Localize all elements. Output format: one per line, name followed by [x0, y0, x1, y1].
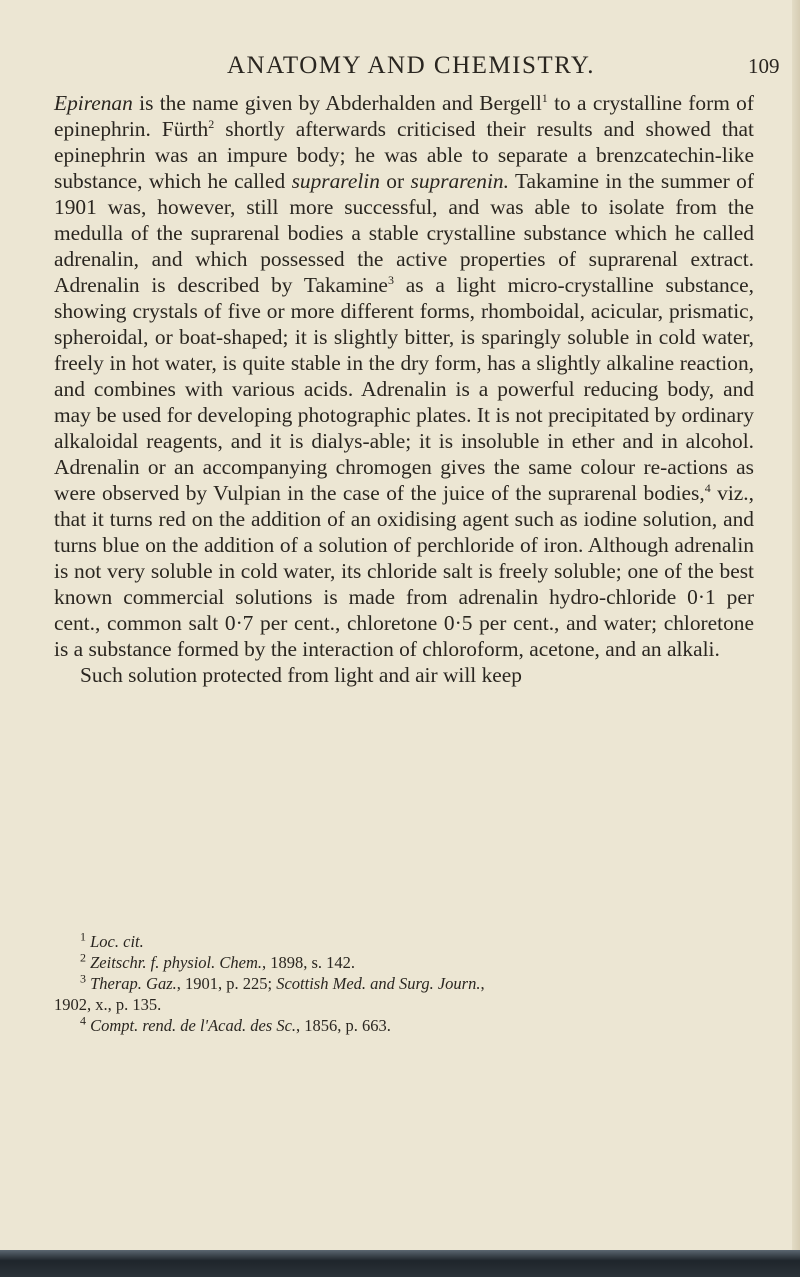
- footnote-ref-2: 2: [208, 116, 215, 131]
- text-run: shortly afterwards criticised their results and showed that epinephrin was an impure body; he was able to separate a brenzcatechin-like substance, which he called: [54, 117, 754, 193]
- term-suprarenin: suprarenin.: [410, 169, 509, 193]
- footnote-text: ,: [480, 974, 485, 993]
- text-run: as a light micro-crystalline substance, showing crystals of five or more different forms, rhomboidal, acicular, prismatic, spheroidal, or boat-shaped; it is slightly bitter, is sparingly soluble in cold water, freely in hot water, is quite stable in the dry form, has a slightly alkaline reaction, and combines with various acids. Adrenalin is a powerful reducing body, and may be used for developing photographic plates. It is not precipitated by ordinary alkaloidal reagents, and it is dialys-able; it is insoluble in ether and in alcohol. Adrenalin or an accompanying chromogen gives the same colour re-actions as were observed by Vulpian in the case of the juice of the suprarenal bodies,: [54, 273, 755, 505]
- page-number: 109: [748, 54, 780, 78]
- footnotes: [54, 931, 754, 1036]
- footnote-3: [54, 973, 754, 1015]
- footnote-ref-1: 1: [541, 90, 548, 105]
- text-run: to a crystalline form of epinephrin. Fürth: [54, 91, 754, 141]
- footnote-continuation: 1902, x., p. 135.: [54, 995, 162, 1014]
- book-binding-edge: [0, 1250, 800, 1277]
- footnote-source: Therap. Gaz.: [90, 974, 177, 993]
- footnote-ref-3: 3: [387, 272, 394, 287]
- footnote-text: , 1901, p. 225;: [176, 974, 277, 993]
- footnote-source: Zeitschr. f. physiol. Chem.: [90, 953, 262, 972]
- footnote-1: [54, 931, 754, 952]
- page-edge: [792, 0, 800, 1250]
- footnote-ref-4: 4: [704, 480, 711, 495]
- term-suprarelin: suprarelin: [291, 169, 380, 193]
- footnote-4: [54, 1015, 754, 1036]
- footnote-source: Compt. rend. de l'Acad. des Sc.: [90, 1016, 297, 1035]
- footnote-2: [54, 952, 754, 973]
- text-run: or: [379, 169, 411, 193]
- text-run: viz., that it turns red on the addition of an oxidising agent such as iodine solution, and turns blue on the addition of a solution of perchloride of iron. Although adrenalin is not very soluble in cold water, its chloride salt is freely soluble; one of the best known commercial solutions is made from adrenalin hydro-chloride 0·1 per cent., common salt 0·7 per cent., chloretone 0·5 per cent., and water; chloretone is a substance formed by the interaction of chloroform, acetone, and an alkali.: [54, 481, 754, 661]
- footnote-text: , 1898, s. 142.: [262, 953, 356, 972]
- footnote-number: 2: [80, 950, 86, 965]
- footnote-number: 3: [80, 971, 86, 986]
- text-run: is the name given by Abderhalden and Bergell: [132, 91, 542, 115]
- page-header: [0, 50, 800, 84]
- footnote-text: , 1856, p. 663.: [296, 1016, 391, 1035]
- text-run: Takamine in the summer of 1901 was, however, still more successful, and was able to isolate from the medulla of the suprarenal bodies a stable crystalline substance which he called adrenalin, and which possessed the active properties of suprarenal extract. Adrenalin is described by Takamine: [54, 169, 754, 297]
- running-head: ANATOMY AND CHEMISTRY.: [227, 52, 596, 79]
- term-epirenan: Epirenan: [54, 91, 133, 115]
- footnote-number: 1: [80, 929, 86, 944]
- footnote-number: 4: [80, 1013, 86, 1028]
- paragraph-1: [54, 90, 754, 662]
- paragraph-2: Such solution protected from light and air will keep: [80, 663, 522, 687]
- body-text: [54, 90, 754, 688]
- footnote-source: Loc. cit.: [90, 932, 144, 951]
- footnote-source-2: Scottish Med. and Surg. Journ.: [276, 974, 481, 993]
